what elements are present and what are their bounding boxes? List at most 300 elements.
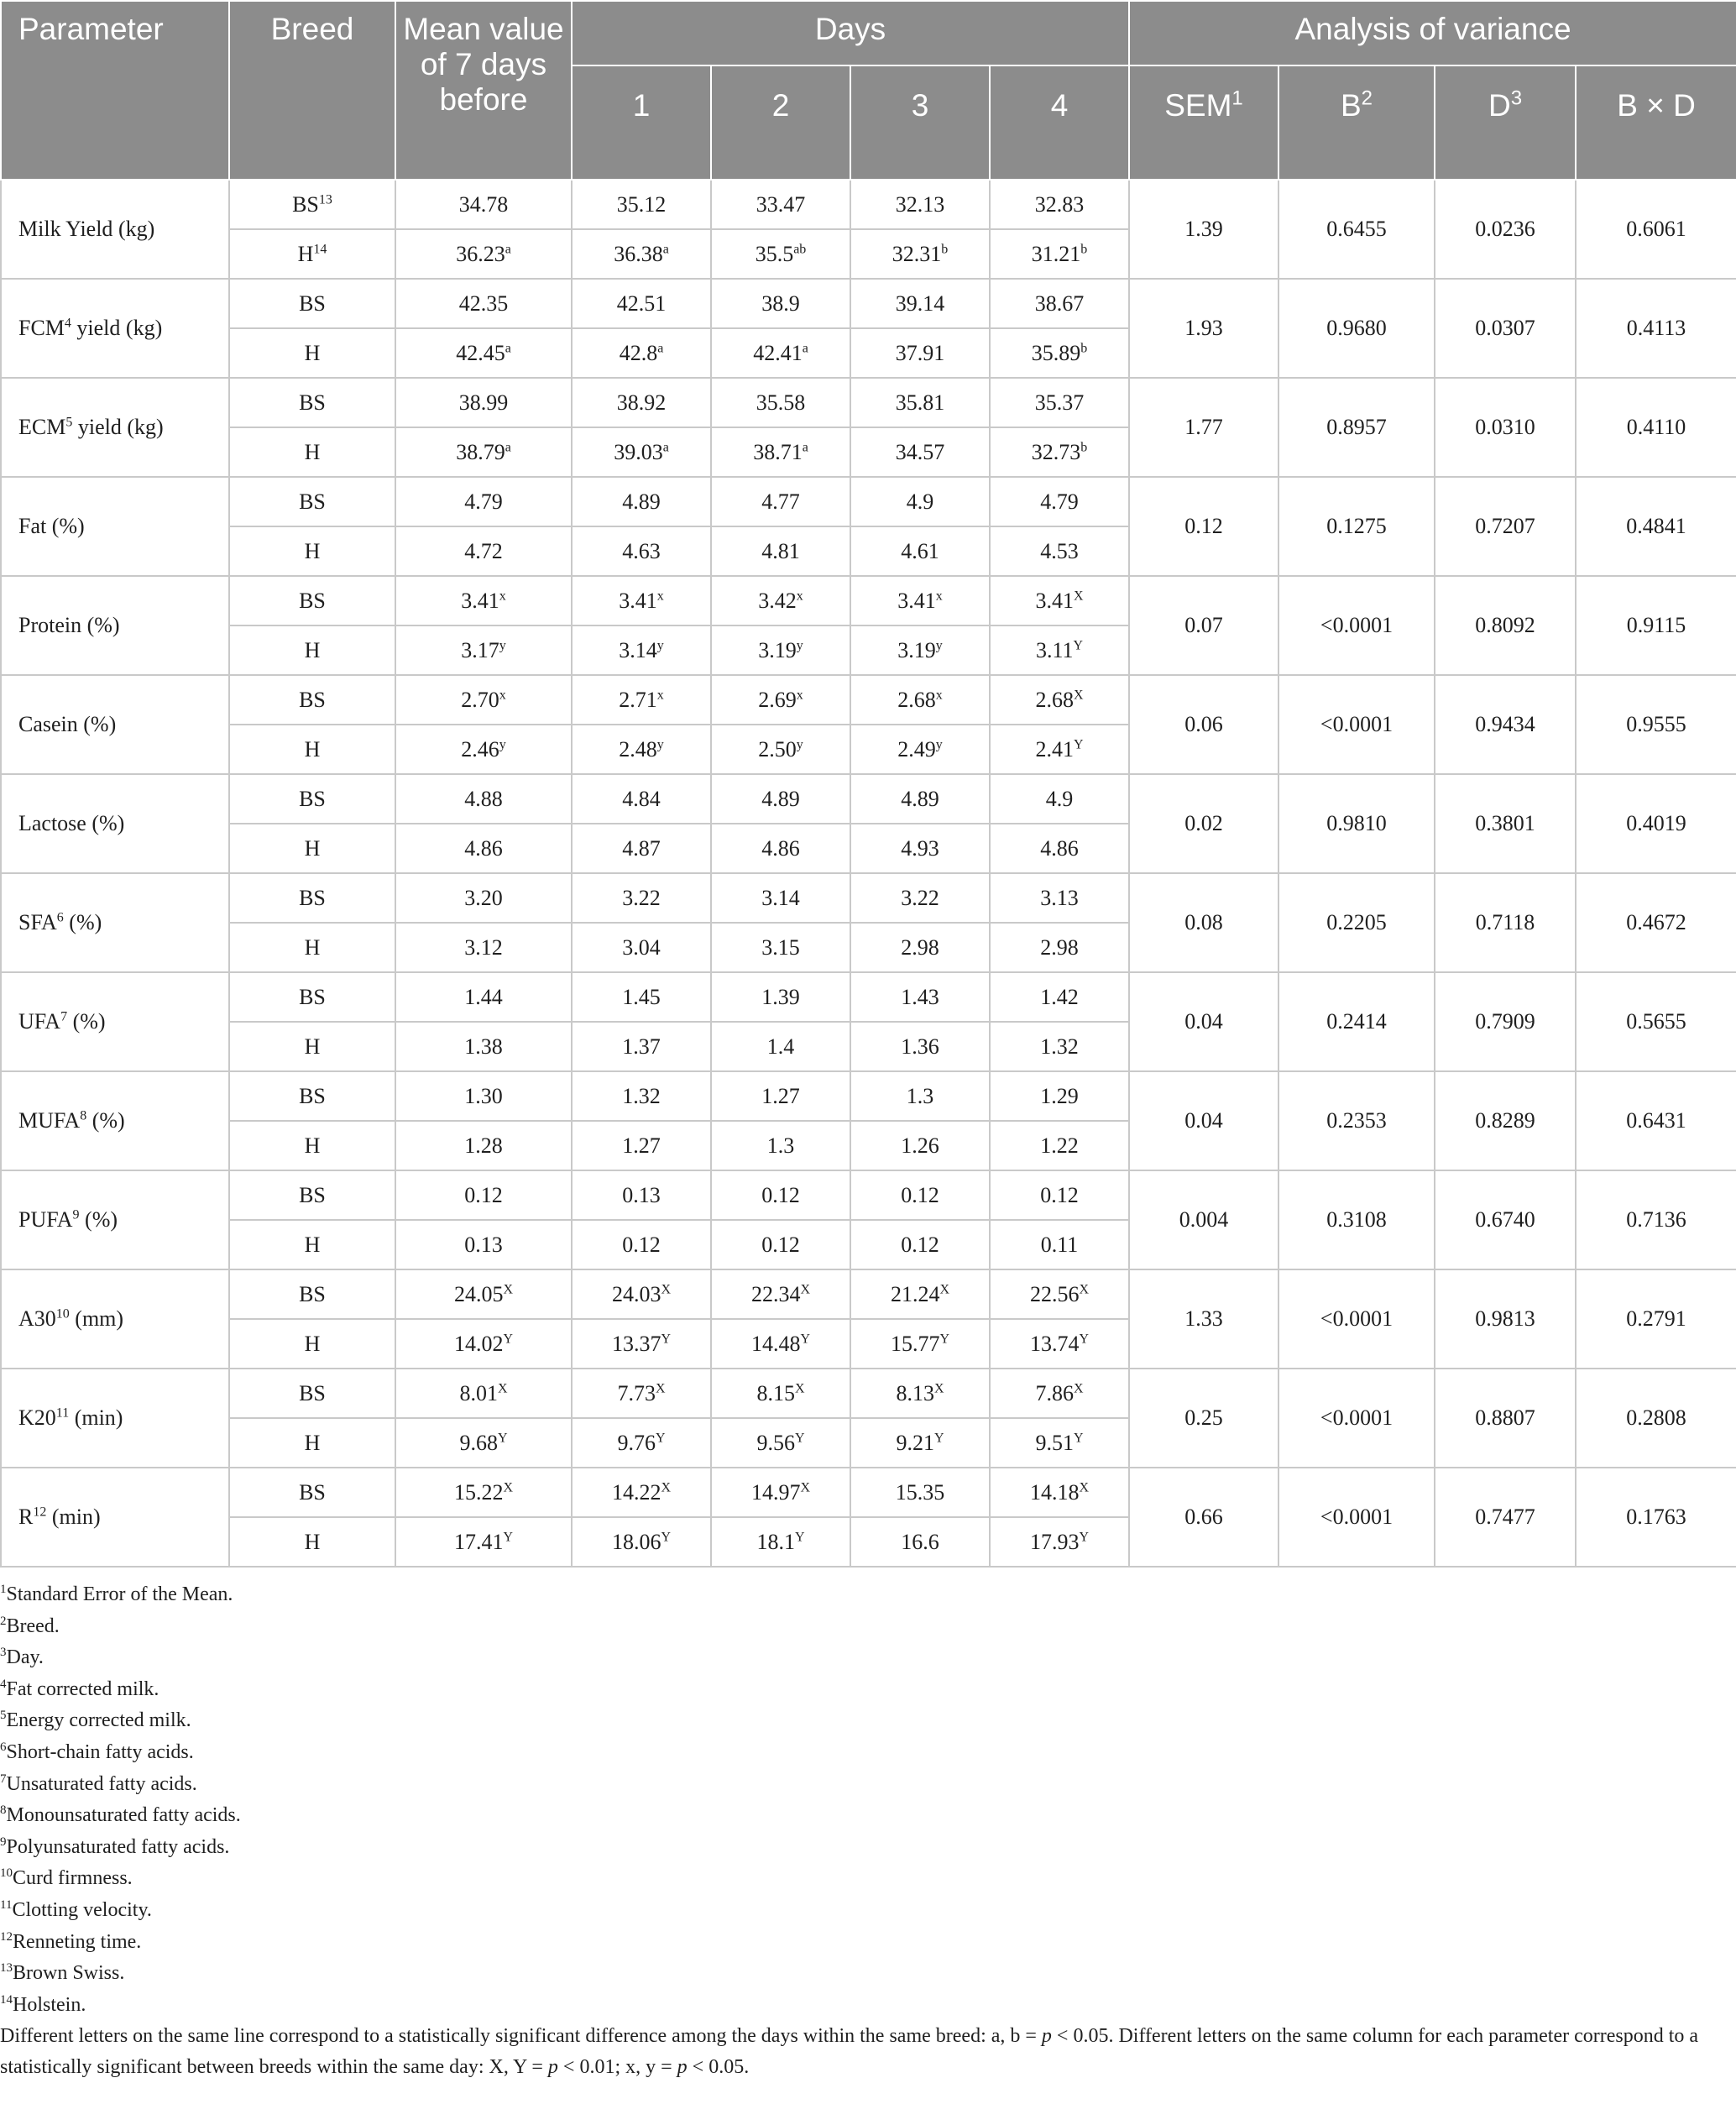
breed-p-cell: <0.0001 [1278,675,1435,774]
value-cell [395,675,572,725]
interaction-p-cell: 0.4841 [1576,477,1736,576]
value: 4.81 [761,538,800,563]
breed-cell [229,1071,395,1121]
significance-letter: Y [1079,1331,1090,1346]
breed-cell [229,229,395,279]
value: 4.79 [1040,489,1079,514]
breed-label: BS [299,290,326,316]
parameter-unit: (%) [79,1207,118,1232]
value-cell [990,1517,1129,1567]
value: 4.63 [622,538,661,563]
value: 8.13 [896,1380,934,1405]
value: 22.56 [1029,1281,1080,1306]
footnote-number: 13 [0,1961,13,1976]
header-d: $D^3$ [1435,65,1576,180]
footnote-number: 11 [0,1897,13,1912]
value: 7.86 [1035,1380,1074,1405]
value: 36.23 [456,241,505,266]
breed-label: H [304,934,321,960]
breed-label: BS [299,1380,326,1405]
day-p-cell: 0.3801 [1435,774,1576,873]
parameter-cell [1,675,229,774]
value-cell [395,774,572,824]
significance-letter: x [935,588,943,603]
value: 3.14 [761,885,800,910]
value-cell [711,625,850,675]
breed-label: BS [299,885,326,910]
value: 0.11 [1040,1232,1079,1257]
parameter-cell [1,774,229,873]
value-cell [572,229,711,279]
significance-letter: Y [794,1529,805,1544]
value-cell [990,1369,1129,1418]
footnote [0,1895,1736,1927]
parameter-name: Casein [18,712,78,736]
breed-p-cell: 0.1275 [1278,477,1435,576]
parameter-cell [1,873,229,972]
value-cell [711,1369,850,1418]
value: 2.41 [1035,736,1074,762]
interaction-p-cell: 0.4113 [1576,279,1736,378]
significance-letter: Y [933,1430,944,1445]
footnote [0,1579,1736,1611]
value: 1.28 [464,1133,503,1158]
breed-label: H [304,1529,321,1554]
significance-letter: X [661,1479,672,1494]
value-cell [711,279,850,328]
value: 1.30 [464,1083,503,1108]
value: 1.3 [766,1133,795,1158]
value: 38.67 [1034,290,1085,316]
value: 1.42 [1040,984,1079,1009]
value: 1.36 [901,1034,939,1059]
day-p-cell: 0.7477 [1435,1468,1576,1567]
significance-letter: a [505,340,511,355]
value-cell [850,1022,990,1071]
value: 39.14 [895,290,945,316]
value-cell [395,427,572,477]
value-cell [850,1468,990,1517]
value-cell [990,1170,1129,1220]
value-cell [990,1121,1129,1170]
value: 13.74 [1029,1331,1080,1356]
footnote-text: Fat corrected milk. [6,1677,159,1700]
value-cell [395,923,572,972]
parameter-name: R [18,1505,34,1529]
breed-cell [229,378,395,427]
value: 35.81 [895,390,945,415]
parameter-footnote-ref: 5 [65,415,73,430]
footnote-number: 2 [0,1614,7,1628]
interaction-p-cell: 0.1763 [1576,1468,1736,1567]
value: 4.61 [901,538,939,563]
value: 0.12 [622,1232,661,1257]
value: 24.03 [611,1281,661,1306]
value-cell [572,824,711,873]
value: 42.35 [458,290,509,316]
value-cell [990,1071,1129,1121]
breed-cell [229,526,395,576]
value-cell [711,873,850,923]
value-cell [572,972,711,1022]
value-cell [711,378,850,427]
value: 3.04 [622,934,661,960]
table-row [1,477,1736,526]
parameter-name: PUFA [18,1207,73,1232]
interaction-p-cell: 0.9115 [1576,576,1736,675]
footnote-number: 4 [0,1677,7,1691]
parameter-cell [1,1269,229,1369]
value: 3.13 [1040,885,1079,910]
value: 13.37 [611,1331,661,1356]
significance-letter: X [655,1380,666,1395]
footnote-number: 1 [0,1583,7,1596]
parameter-cell [1,1468,229,1567]
significance-letter: x [796,687,803,702]
significance-letter: X [800,1281,811,1296]
value-cell [395,477,572,526]
value-cell [711,1418,850,1468]
value: 2.49 [897,736,936,762]
breed-label: BS [299,1281,326,1306]
value-cell [850,526,990,576]
parameter-name: FCM [18,316,65,340]
value-cell [572,526,711,576]
parameter-cell [1,1071,229,1170]
parameter-cell [1,180,229,279]
parameter-footnote-ref: 9 [72,1207,80,1222]
breed-p-cell: <0.0001 [1278,576,1435,675]
footnote [0,1737,1736,1769]
value-cell [850,229,990,279]
value: 2.98 [901,934,939,960]
value-cell [990,477,1129,526]
footnote [0,1958,1736,1990]
value: 3.17 [461,637,499,662]
value: 4.77 [761,489,800,514]
value: 38.9 [761,290,800,316]
value: 3.14 [619,637,657,662]
value-cell [395,279,572,328]
footnote-number: 3 [0,1646,7,1660]
value: 17.93 [1029,1529,1080,1554]
parameter-footnote-ref: 7 [60,1009,68,1024]
value-cell [395,1269,572,1319]
value-cell [990,427,1129,477]
parameter-cell [1,1369,229,1468]
value-cell [711,774,850,824]
value: 1.26 [901,1133,939,1158]
value: 35.58 [756,390,806,415]
day-p-cell: 0.6740 [1435,1170,1576,1269]
day-p-cell: 0.8807 [1435,1369,1576,1468]
interaction-p-cell: 0.2791 [1576,1269,1736,1369]
value-cell [572,1418,711,1468]
value: 2.70 [461,687,499,712]
value: 4.86 [1040,835,1079,861]
value: 42.51 [616,290,667,316]
sem-cell: 0.12 [1129,477,1278,576]
significance-letter: X [497,1380,508,1395]
footnote-text: Day. [6,1646,44,1669]
significance-letter: Y [1073,1430,1084,1445]
value: 9.68 [459,1430,498,1455]
footnote-text: Breed. [6,1615,60,1637]
value: 4.89 [901,786,939,811]
interaction-p-cell: 0.6061 [1576,180,1736,279]
value: 14.48 [750,1331,801,1356]
value-cell [711,229,850,279]
value-cell [572,1022,711,1071]
value: 2.68 [1035,687,1074,712]
table-header [1,1,1736,180]
value-cell [990,625,1129,675]
table-row [1,1071,1736,1121]
breed-cell [229,1220,395,1269]
interaction-p-cell: 0.4019 [1576,774,1736,873]
significance-letter: Y [497,1430,508,1445]
significance-letter: b [941,241,949,256]
value: 4.86 [761,835,800,861]
value-cell [850,873,990,923]
breed-cell [229,923,395,972]
value-cell [850,427,990,477]
header-day-1: 1 [572,65,711,180]
value-cell [850,180,990,229]
significance-letter: X [933,1380,944,1395]
value: 17.41 [453,1529,504,1554]
value-cell [990,180,1129,229]
value: 42.8 [619,340,658,365]
value-cell [850,576,990,625]
breed-p-cell: <0.0001 [1278,1369,1435,1468]
value: 9.56 [756,1430,795,1455]
value: 4.72 [464,538,503,563]
significance-letter: x [499,687,506,702]
breed-cell [229,725,395,774]
breed-footnote-ref: 14 [313,241,327,256]
value: 1.39 [761,984,800,1009]
parameter-unit: (%) [86,1108,125,1133]
significance-letter: Y [655,1430,666,1445]
value-cell [990,576,1129,625]
value: 35.37 [1034,390,1085,415]
value: 34.78 [458,191,509,217]
value: 22.34 [750,1281,801,1306]
breed-p-cell: <0.0001 [1278,1269,1435,1369]
breed-cell [229,477,395,526]
footnote-text: Monounsaturated fatty acids. [6,1804,241,1827]
value-cell [572,1319,711,1369]
breed-cell [229,1269,395,1319]
parameter-unit: (%) [67,1009,106,1034]
header-sem: SEM$^1$ [1129,65,1278,180]
value-cell [990,1220,1129,1269]
significance-letter: X [661,1281,672,1296]
value: 4.86 [464,835,503,861]
significance-letter: y [656,637,664,652]
table-row [1,279,1736,328]
parameter-unit: (min) [69,1405,123,1430]
value: 1.45 [622,984,661,1009]
breed-cell [229,1468,395,1517]
value-cell [990,923,1129,972]
value: 15.35 [895,1479,945,1505]
value-cell [711,427,850,477]
value: 4.84 [622,786,661,811]
value: 4.9 [906,489,934,514]
breed-footnote-ref: 13 [318,191,332,207]
value-cell [395,1319,572,1369]
significance-letter: x [935,687,943,702]
value: 1.38 [464,1034,503,1059]
value: 2.71 [619,687,657,712]
value-cell [711,477,850,526]
breed-cell [229,1369,395,1418]
day-p-cell: 0.7118 [1435,873,1576,972]
sem-cell: 0.08 [1129,873,1278,972]
value: 24.05 [453,1281,504,1306]
value-cell [572,1468,711,1517]
value-cell [711,1121,850,1170]
sem-cell: 1.93 [1129,279,1278,378]
value: 15.77 [890,1331,940,1356]
breed-cell [229,675,395,725]
value-cell [572,279,711,328]
value-cell [572,378,711,427]
value-cell [990,1418,1129,1468]
value-cell [572,1369,711,1418]
value: 2.68 [897,687,936,712]
value: 3.20 [464,885,503,910]
sem-cell: 0.07 [1129,576,1278,675]
footnote-number: 6 [0,1740,7,1754]
value-cell [850,279,990,328]
breed-cell [229,328,395,378]
value-cell [990,1269,1129,1319]
significance-letter: X [1073,1380,1084,1395]
breed-cell [229,279,395,328]
significance-letter: Y [503,1529,514,1544]
breed-label: H [304,835,321,861]
value-cell [572,923,711,972]
value: 38.79 [456,439,505,464]
header-parameter: Parameter [1,1,229,180]
breed-p-cell: 0.2414 [1278,972,1435,1071]
parameter-footnote-ref: 11 [55,1405,70,1421]
value-cell [711,1269,850,1319]
footnote-number: 14 [0,1992,13,2007]
significance-letter: a [662,439,669,454]
interaction-p-cell: 0.9555 [1576,675,1736,774]
significance-letter: Y [794,1430,805,1445]
breed-label: BS [299,687,326,712]
value: 1.32 [1040,1034,1079,1059]
significance-letter: X [1073,588,1084,603]
value-cell [395,1418,572,1468]
breed-p-cell: 0.3108 [1278,1170,1435,1269]
value: 4.88 [464,786,503,811]
value: 4.53 [1040,538,1079,563]
value: 3.11 [1035,637,1074,662]
value: 1.43 [901,984,939,1009]
header-breed: Breed [229,1,395,180]
breed-p-cell: 0.8957 [1278,378,1435,477]
value-cell [850,1418,990,1468]
significance-letter: X [503,1479,514,1494]
parameter-name: ECM [18,415,66,439]
breed-label: BS [299,588,326,613]
value: 4.79 [464,489,503,514]
day-p-cell: 0.0310 [1435,378,1576,477]
table-row [1,972,1736,1022]
parameter-cell [1,279,229,378]
footnote-number: 5 [0,1709,7,1723]
footnote [0,1769,1736,1801]
day-p-cell: 0.0236 [1435,180,1576,279]
value-cell [990,824,1129,873]
footnote-number: 10 [0,1866,13,1881]
parameter-unit: yield (kg) [71,316,163,340]
value-cell [850,1071,990,1121]
significance-letter: y [935,637,943,652]
significance-letter: y [499,736,506,751]
value-cell [395,378,572,427]
significance-letter: a [662,241,669,256]
significance-letter: x [796,588,803,603]
table-row [1,1170,1736,1220]
table-row [1,180,1736,229]
significance-letter: X [794,1380,805,1395]
footnote-number: 7 [0,1772,7,1786]
value: 34.57 [895,439,945,464]
footnote-number: 8 [0,1803,7,1818]
value: 1.44 [464,984,503,1009]
parameter-unit: (%) [86,811,125,835]
breed-label: BS [292,191,319,217]
parameter-name: A30 [18,1306,56,1331]
significance-letter: Y [661,1529,672,1544]
value-cell [850,675,990,725]
value: 2.46 [461,736,499,762]
sem-cell: 1.39 [1129,180,1278,279]
value: 38.71 [753,439,803,464]
significance-letter: b [1080,340,1088,355]
value: 3.12 [464,934,503,960]
value: 35.12 [616,191,667,217]
significance-letter: X [503,1281,514,1296]
parameter-name: Fat [18,514,47,538]
day-p-cell: 0.9813 [1435,1269,1576,1369]
sem-cell: 0.04 [1129,972,1278,1071]
value: 8.01 [459,1380,498,1405]
footnote-text: Unsaturated fatty acids. [6,1772,197,1795]
parameter-unit: (mm) [69,1306,124,1331]
parameter-name: SFA [18,910,57,934]
header-day-4: 4 [990,65,1129,180]
value-cell [572,873,711,923]
value: 3.41 [461,588,499,613]
value: 32.73 [1031,439,1081,464]
significance-letter: a [505,439,511,454]
value-cell [711,328,850,378]
value-cell [990,526,1129,576]
parameter-footnote-ref: 4 [64,316,71,331]
footnote [0,1674,1736,1706]
value-cell [711,972,850,1022]
footnote-number: 12 [0,1929,13,1944]
parameter-cell [1,1170,229,1269]
